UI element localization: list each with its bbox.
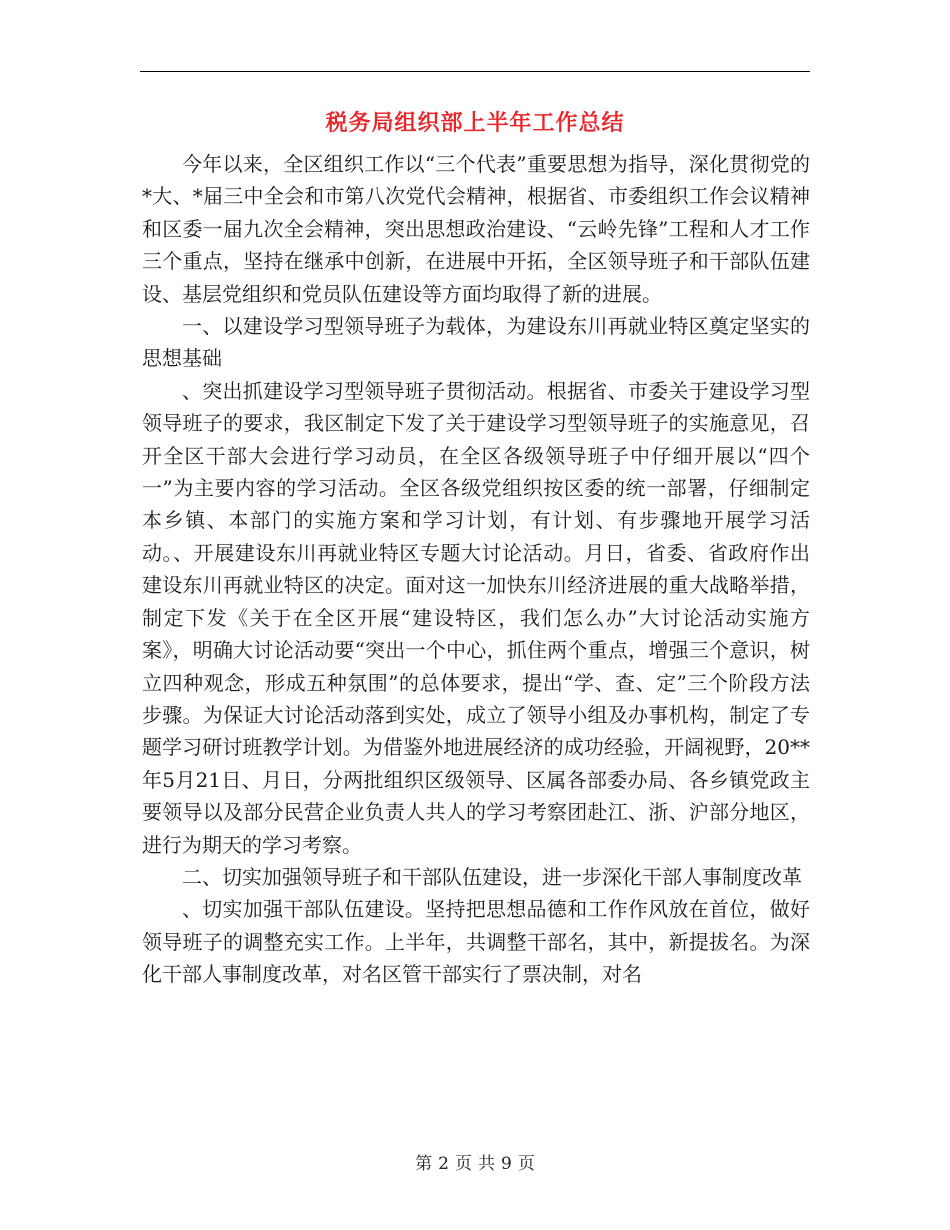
footer-total-word: 共	[478, 1154, 495, 1174]
body-paragraph-1: 、突出抓建设学习型领导班子贯彻活动。根据省、市委关于建设学习型领导班子的要求，我区制定下发了关于建设学习型领导班子的实施意见，召开全区干部大会进行学习动员，在全区各级领导班子中仔细开展以“四个一”为主要内容的学习活动。全区各级党组织按区委的统一部署，仔细制定本乡镇、本部门的实施方案和学习计划，有计划、有步骤地开展学习活动。、开展建设东川再就业特区专题大讨论活动。月日，省委、省政府作出建设东川再就业特区的决定。面对这一加快东川经济进展的重大战略举措，制定下发《关于在全区开展“建设特区，我们怎么办”大讨论活动实施方案》，明确大讨论活动要“突出一个中心，抓住两个重点，增强三个意识，树立四种观念，形成五种氛围”的总体要求，提出“学、查、定”三个阶段方法步骤。为保证大讨论活动落到实处，成立了领导小组及办事机构，制定了专题学习研讨班教学计划。为借鉴外地进展经济的成功经验，开阔视野，20**年5月21日、月日，分两批组织区级领导、区属各部委办局、各乡镇党政主要领导以及部分民营企业负责人共人的学习考察团赴江、浙、沪部分地区，进行为期天的学习考察。	[142, 378, 810, 857]
body-paragraph-2: 、切实加强干部队伍建设。坚持把思想品德和工作作风放在首位，做好领导班子的调整充实工作。上半年，共调整干部名，其中，新提拔名。为深化干部人事制度改革，对名区管干部实行了票决制，对名	[142, 897, 810, 987]
intro-paragraph: 今年以来，全区组织工作以“三个代表”重要思想为指导，深化贯彻党的*大、*届三中全会和市第八次党代会精神，根据省、市委组织工作会议精神和区委一届九次全会精神，突出思想政治建设、“云岭先锋”工程和人才工作三个重点，坚持在继承中创新，在进展中开拓，全区领导班子和干部队伍建设、基层党组织和党员队伍建设等方面均取得了新的进展。	[142, 152, 810, 306]
footer-page-unit: 页	[455, 1154, 472, 1174]
footer-current-page: 2	[438, 1154, 449, 1174]
document-title: 税务局组织部上半年工作总结	[325, 111, 625, 136]
section-heading-1: 一、以建设学习型领导班子为载体，为建设东川再就业特区奠定坚实的思想基础	[142, 314, 810, 371]
footer-suffix: 页	[517, 1154, 535, 1174]
page-footer	[0, 1152, 950, 1176]
header-rule	[140, 71, 810, 72]
footer-prefix: 第	[415, 1154, 433, 1174]
footer-total-pages: 9	[501, 1154, 512, 1174]
section-heading-2: 二、切实加强领导班子和干部队伍建设，进一步深化干部人事制度改革	[182, 864, 802, 889]
document-body	[142, 148, 810, 991]
